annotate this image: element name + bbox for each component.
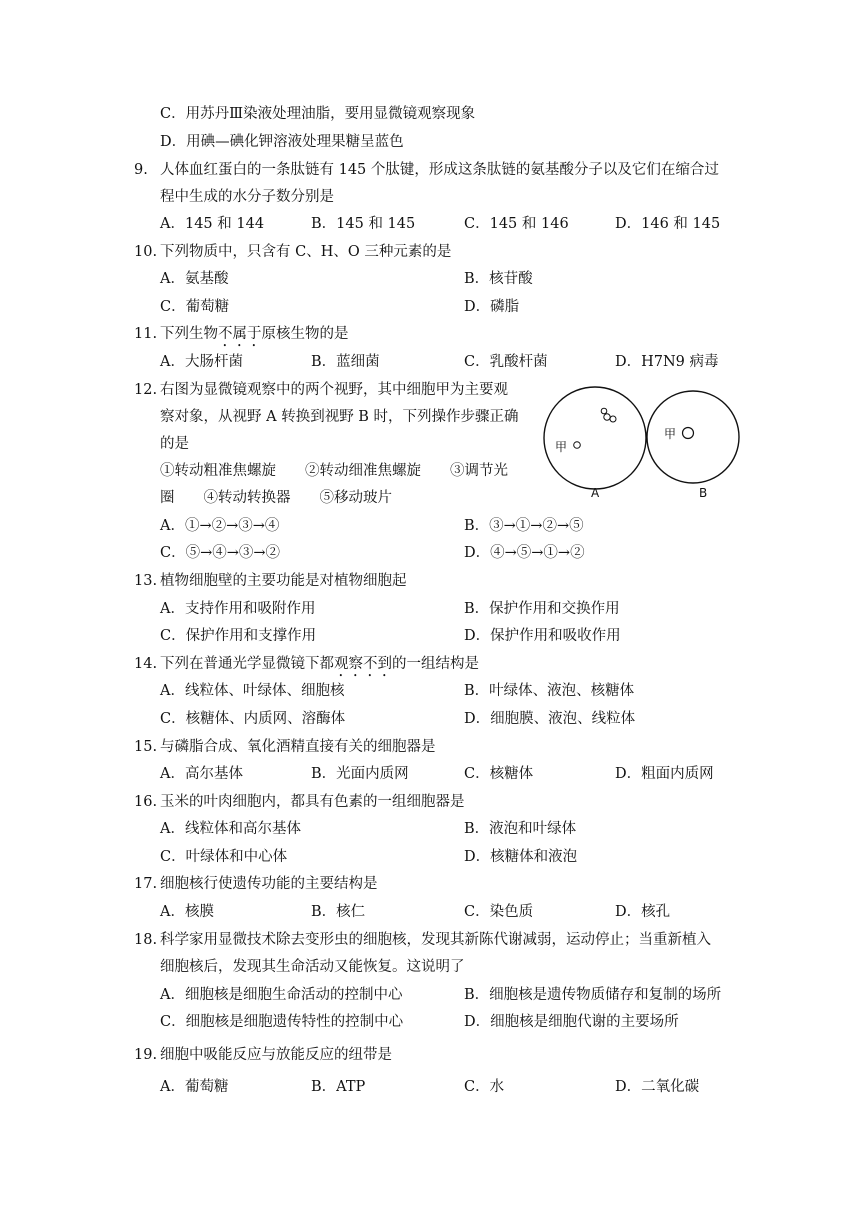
q12-option-b: B．③→①→②→⑤ xyxy=(464,518,584,534)
q11-option-d: D．H7N9 病毒 xyxy=(615,354,719,370)
q14-stem: 下列在普通光学显微镜下都观察不到的一组结构是 xyxy=(160,656,479,672)
q12-steps-line2: 圈 ④转动转换器 ⑤移动玻片 xyxy=(160,490,392,506)
q12-stem-line1: 右图为显微镜观察中的两个视野，其中细胞甲为主要观 xyxy=(160,382,508,398)
q17-option-c: C．染色质 xyxy=(464,904,534,920)
q13-option-d: D．保护作用和吸收作用 xyxy=(464,628,621,644)
q19-stem: 细胞中吸能反应与放能反应的纽带是 xyxy=(160,1047,392,1063)
q9-stem-line2: 程中生成的水分子数分别是 xyxy=(160,189,334,205)
q10-option-b: B．核苷酸 xyxy=(464,271,533,287)
q15-option-b: B．光面内质网 xyxy=(311,766,409,782)
q8-option-c: C．用苏丹Ⅲ染液处理油脂，要用显微镜观察现象 xyxy=(160,106,476,122)
q19-option-b: B．ATP xyxy=(311,1079,366,1095)
q14-option-b: B．叶绿体、液泡、核糖体 xyxy=(464,683,635,699)
microscope-fields-figure xyxy=(542,383,747,505)
q12-option-c: C．⑤→④→③→② xyxy=(160,545,281,561)
field-a-label: A xyxy=(591,486,600,500)
q16-stem: 玉米的叶肉细胞内，都具有色素的一组细胞器是 xyxy=(160,794,465,810)
field-a-particle xyxy=(610,416,616,422)
q16-number: 16. xyxy=(134,794,158,810)
q16-option-d: D．核糖体和液泡 xyxy=(464,849,578,865)
q19-number: 19. xyxy=(134,1047,158,1063)
q19-option-a: A．葡萄糖 xyxy=(160,1079,229,1095)
q15-number: 15. xyxy=(134,739,158,755)
q9-number: 9. xyxy=(134,162,148,178)
q16-option-b: B．液泡和叶绿体 xyxy=(464,821,577,837)
q18-option-a: A．细胞核是细胞生命活动的控制中心 xyxy=(160,987,403,1003)
q12-option-d: D．④→⑤→①→② xyxy=(464,545,585,561)
q19-option-d: D．二氧化碳 xyxy=(615,1079,700,1095)
q14-number: 14. xyxy=(134,656,158,672)
q14-emphasis: 观察不到 xyxy=(334,656,392,672)
q9-option-d: D．146 和 145 xyxy=(615,216,721,232)
field-a-particle xyxy=(604,414,610,420)
q9-option-a: A．145 和 144 xyxy=(160,216,265,232)
q17-option-a: A．核膜 xyxy=(160,904,214,920)
q13-option-b: B．保护作用和交换作用 xyxy=(464,601,620,617)
q12-number: 12. xyxy=(134,382,158,398)
q17-stem: 细胞核行使遗传功能的主要结构是 xyxy=(160,876,378,892)
field-b-label: B xyxy=(699,486,708,500)
q16-option-a: A．线粒体和高尔基体 xyxy=(160,821,301,837)
q9-stem-line1: 人体血红蛋白的一条肽链有 145 个肽键，形成这条肽链的氨基酸分子以及它们在缩合过 xyxy=(160,162,719,178)
q12-stem-line2: 察对象，从视野 A 转换到视野 B 时，下列操作步骤正确 xyxy=(160,409,519,425)
q11-stem: 下列生物不属于原核生物的是 xyxy=(160,326,349,342)
q16-option-c: C．叶绿体和中心体 xyxy=(160,849,288,865)
q19-option-c: C．水 xyxy=(464,1079,505,1095)
field-a-particle xyxy=(601,408,607,414)
q18-stem-line1: 科学家用显微技术除去变形虫的细胞核，发现其新陈代谢减弱，运动停止；当重新植入 xyxy=(160,932,711,948)
q13-option-c: C．保护作用和支撑作用 xyxy=(160,628,317,644)
q11-option-b: B．蓝细菌 xyxy=(311,354,380,370)
q17-option-d: D．核孔 xyxy=(615,904,671,920)
q18-number: 18. xyxy=(134,932,158,948)
q10-option-c: C．葡萄糖 xyxy=(160,299,230,315)
q15-stem: 与磷脂合成、氧化酒精直接有关的细胞器是 xyxy=(160,739,436,755)
q10-option-a: A．氨基酸 xyxy=(160,271,229,287)
q13-option-a: A．支持作用和吸附作用 xyxy=(160,601,316,617)
q14-option-d: D．细胞膜、液泡、线粒体 xyxy=(464,711,636,727)
field-a-cell-label: 甲 xyxy=(555,440,568,454)
q13-stem: 植物细胞壁的主要功能是对植物细胞起 xyxy=(160,573,407,589)
q11-number: 11. xyxy=(134,326,158,342)
field-a-circle xyxy=(544,387,646,489)
q14-option-c: C．核糖体、内质网、溶酶体 xyxy=(160,711,346,727)
q13-number: 13. xyxy=(134,573,158,589)
q10-option-d: D．磷脂 xyxy=(464,299,520,315)
q18-option-c: C．细胞核是细胞遗传特性的控制中心 xyxy=(160,1014,404,1030)
q14-option-a: A．线粒体、叶绿体、细胞核 xyxy=(160,683,345,699)
q15-option-d: D．粗面内质网 xyxy=(615,766,714,782)
q17-option-b: B．核仁 xyxy=(311,904,366,920)
q18-option-b: B．细胞核是遗传物质储存和复制的场所 xyxy=(464,987,722,1003)
q11-option-a: A．大肠杆菌 xyxy=(160,354,243,370)
q8-option-d: D．用碘—碘化钾溶液处理果糖呈蓝色 xyxy=(160,134,404,150)
q12-option-a: A．①→②→③→④ xyxy=(160,518,280,534)
q12-steps-line1: ①转动粗准焦螺旋 ②转动细准焦螺旋 ③调节光 xyxy=(160,463,508,479)
q18-option-d: D．细胞核是细胞代谢的主要场所 xyxy=(464,1014,679,1030)
q15-option-a: A．高尔基体 xyxy=(160,766,243,782)
q18-stem-line2: 细胞核后，发现其生命活动又能恢复。这说明了 xyxy=(160,959,465,975)
field-b-circle xyxy=(647,391,739,483)
q17-number: 17. xyxy=(134,876,158,892)
field-a-cell xyxy=(574,442,581,449)
field-b-cell xyxy=(683,428,694,439)
field-b-cell-label: 甲 xyxy=(664,427,677,441)
q15-option-c: C．核糖体 xyxy=(464,766,534,782)
q11-option-c: C．乳酸杆菌 xyxy=(464,354,548,370)
q10-stem: 下列物质中，只含有 C、H、O 三种元素的是 xyxy=(160,244,452,260)
q11-emphasis: 不属于 xyxy=(218,326,262,342)
q9-option-b: B．145 和 145 xyxy=(311,216,416,232)
q10-number: 10. xyxy=(134,244,158,260)
q9-option-c: C．145 和 146 xyxy=(464,216,569,232)
q12-stem-line3: 的是 xyxy=(160,436,189,452)
